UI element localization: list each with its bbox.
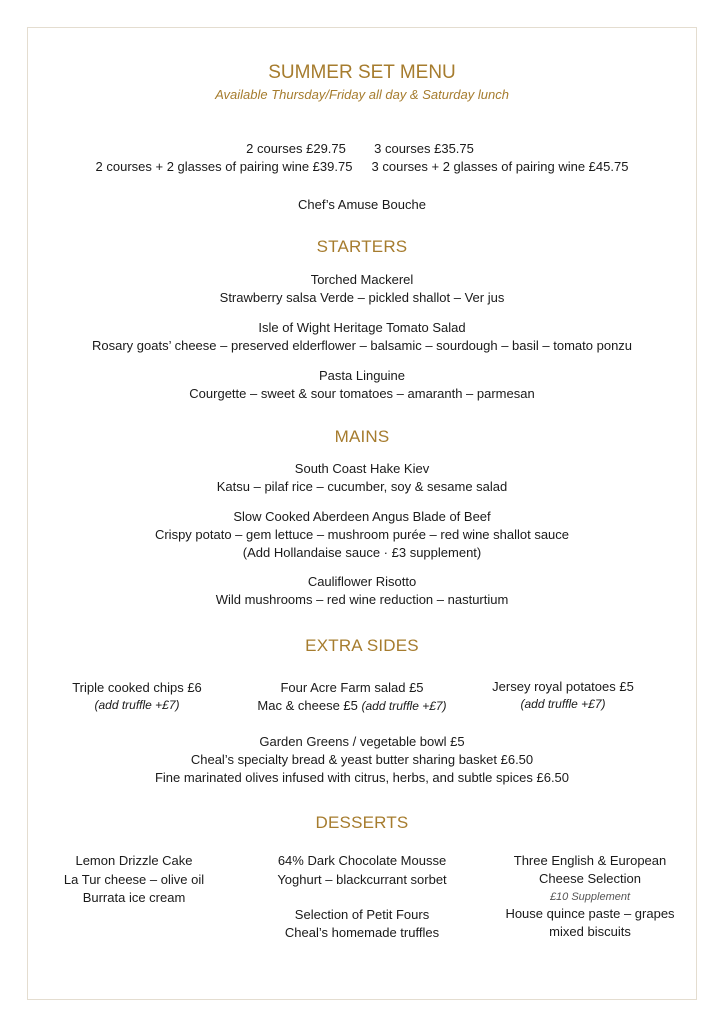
side-chips: Triple cooked chips £6 [72,680,202,695]
dish-desc: mixed biscuits [549,924,631,939]
side-mac [257,697,446,715]
dish-desc: Strawberry salsa Verde – pickled shallot – Ver jus [219,290,505,305]
dish-name: 64% Dark Chocolate Mousse [277,853,447,868]
price-two-courses: 2 courses £29.75 [246,141,346,156]
dish-name: Isle of Wight Heritage Tomato Salad [258,320,466,335]
dish-name: Cheese Selection [539,871,641,886]
dish-desc: Katsu – pilaf rice – cucumber, soy & sesame salad [216,479,508,494]
price-three-courses: 3 courses £35.75 [374,141,474,156]
dish-name: Torched Mackerel [310,272,414,287]
dish-name: Slow Cooked Aberdeen Angus Blade of Beef [233,509,491,524]
dish-desc: Courgette – sweet & sour tomatoes – amaranth – parmesan [189,386,535,401]
side-jersey-note: (add truffle +£7) [520,697,606,711]
dish-name: Three English & European [513,853,667,868]
dish-note: (Add Hollandaise sauce · £3 supplement) [242,545,482,560]
side-chips-note: (add truffle +£7) [94,698,180,712]
dish-desc: Rosary goats’ cheese – preserved elderflower – balsamic – sourdough – basil – tomato ponzu [91,338,633,353]
side-greens: Garden Greens / vegetable bowl £5 [259,734,465,749]
price-two-wine: 2 courses + 2 glasses of pairing wine £39.75 [95,159,353,174]
dish-name: Cauliflower Risotto [307,574,417,589]
side-mac-label: Mac & cheese £5 [257,698,358,713]
starters-heading: STARTERS [316,237,408,256]
side-jersey: Jersey royal potatoes £5 [492,679,634,694]
price-three-wine: 3 courses + 2 glasses of pairing wine £45.75 [371,159,629,174]
dish-desc: La Tur cheese – olive oil [63,872,205,887]
side-olives: Fine marinated olives infused with citrus, herbs, and subtle spices £6.50 [154,770,570,785]
dish-desc: Cheal’s homemade truffles [284,925,440,940]
side-mac-note: (add truffle +£7) [361,699,447,713]
sides-heading: EXTRA SIDES [305,636,419,655]
dish-desc: Wild mushrooms – red wine reduction – nasturtium [215,592,509,607]
dish-desc: Yoghurt – blackcurrant sorbet [277,872,447,887]
menu-title: SUMMER SET MENU [268,62,456,83]
dish-desc: Crispy potato – gem lettuce – mushroom purée – red wine shallot sauce [154,527,570,542]
dish-supplement: £10 Supplement [549,891,631,903]
dish-name: South Coast Hake Kiev [294,461,430,476]
dish-name: Selection of Petit Fours [294,907,430,922]
amuse-bouche: Chef’s Amuse Bouche [298,197,426,212]
desserts-heading: DESSERTS [315,813,409,832]
dish-desc: Burrata ice cream [82,890,186,905]
mains-heading: MAINS [334,427,390,446]
dish-desc: House quince paste – grapes [505,906,675,921]
dish-name: Pasta Linguine [318,368,406,383]
menu-subtitle: Available Thursday/Friday all day & Saturday lunch [215,87,509,102]
dish-name: Lemon Drizzle Cake [75,853,193,868]
side-bread: Cheal’s specialty bread & yeast butter sharing basket £6.50 [190,752,534,767]
side-salad: Four Acre Farm salad £5 [280,680,424,695]
